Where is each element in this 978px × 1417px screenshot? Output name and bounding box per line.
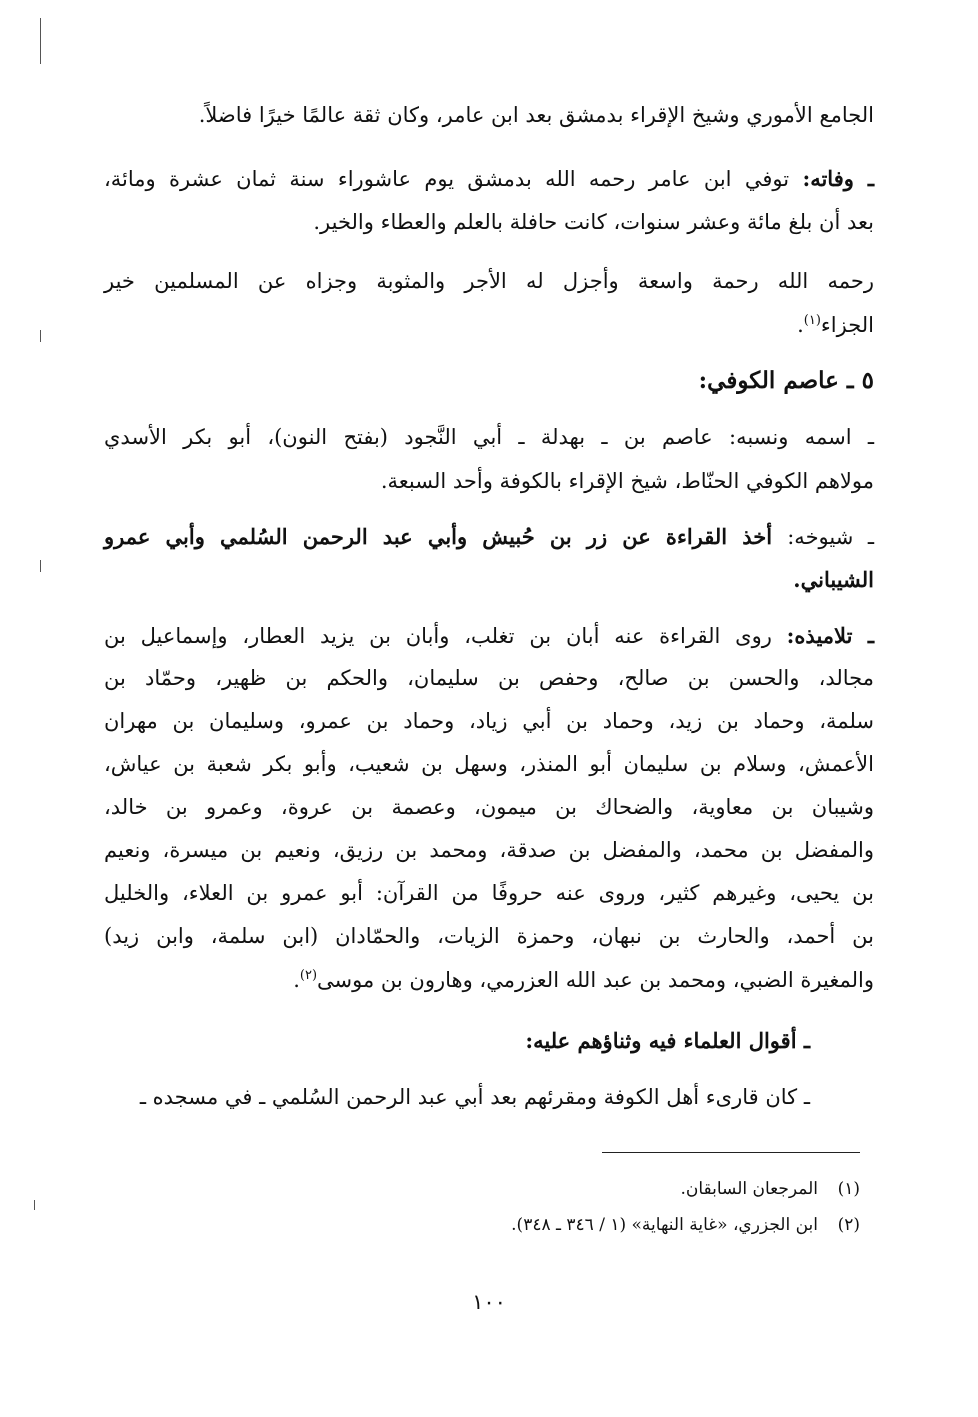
footnote-number: (٢): [837, 1215, 860, 1235]
footnote-text: ابن الجزري، «غاية النهاية» (١ / ٣٤٦ ـ ٣٤٨).: [511, 1215, 818, 1235]
section-lead-shuyukh: ـ شيوخه:: [787, 525, 874, 549]
sub-heading: ـ أقوال العلماء فيه وثناؤهم عليه:: [525, 1028, 810, 1053]
footnote: [511, 1212, 860, 1238]
body-line: بعد أن بلغ مائة وعشر سنوات، كانت حافلة بالعلم والعطاء والخير.: [313, 210, 874, 234]
body-line: [104, 310, 874, 340]
scan-margin-mark: [40, 330, 41, 342]
body-line: الشيباني.: [793, 567, 874, 592]
page-number: ١٠٠: [472, 1290, 506, 1314]
body-text: .: [293, 968, 300, 992]
body-text: والمغيرة الضبي، ومحمد بن عبد الله العزرمي، وهارون بن موسى: [317, 968, 874, 992]
body-line: مجالد، والحسن بن صالح، وحفص بن سليمان، والحكم بن ظهير، وحمّاد بن: [104, 666, 874, 690]
body-text: أخذ القراءة عن زر بن حُبيش وأبي عبد الرحمن السُلمي وأبي عمرو: [104, 524, 773, 549]
footnote: [680, 1176, 860, 1202]
body-text: توفي ابن عامر رحمه الله بدمشق يوم عاشوراء سنة ثمان عشرة ومائة،: [104, 167, 790, 191]
footnote-number: (١): [837, 1179, 860, 1199]
body-line: وشيبان بن معاوية، والضحاك بن ميمون، وعصمة بن عروة، وعمرو بن خالد،: [104, 795, 874, 819]
footnote-text: المرجعان السابقان.: [680, 1179, 818, 1199]
section-lead-wafat: ـ وفاته:: [802, 166, 874, 191]
body-line: الجامع الأموري وشيخ الإقراء بدمشق بعد ابن عامر، وكان ثقة عالمًا خيرًا فاضلاً.: [198, 103, 874, 127]
body-line: [104, 621, 874, 651]
body-line: [104, 164, 874, 194]
body-line: بن أحمد، والحارث بن نبهان، وحمزة الزيات، والحمّادان (ابن سلمة، وابن زيد): [104, 924, 874, 948]
section-lead-talamidh: ـ تلاميذه:: [786, 623, 874, 648]
body-line: والمفضل بن محمد، والمفضل بن صدقة، ومحمد بن رزيق، ونعيم بن ميسرة، ونعيم: [104, 838, 874, 862]
body-text: الجزاء: [820, 313, 874, 337]
body-text: .: [797, 313, 804, 337]
body-line: مولاهم الكوفي الحنّاط، شيخ الإقراء بالكوفة وأحد السبعة.: [380, 469, 874, 493]
footnote-separator: [602, 1152, 860, 1153]
body-line: سلمة، وحماد بن زيد، وحماد بن أبي زياد، وحماد بن عمرو، وسليمان بن مهران: [104, 709, 874, 733]
body-line: ـ اسمه ونسبه: عاصم بن ـ بهدلة ـ أبي النَّجود (بفتح النون)، أبو بكر الأسدي: [104, 425, 874, 449]
scan-margin-mark: [40, 18, 41, 64]
body-line: الأعمش، وسلام بن سليمان أبو المنذر، وسهل بن شعيب، وأبو بكر شعبة بن عياش،: [104, 752, 874, 776]
scan-margin-mark: [40, 560, 41, 572]
footnote-ref: (٢): [299, 968, 318, 983]
body-text: روى القراءة عنه أبان بن تغلب، وأبان بن يزيد العطار، وإسماعيل بن: [104, 624, 772, 648]
body-line: رحمه الله رحمة واسعة وأجزل له الأجر والمثوبة وجزاه عن المسلمين خير: [104, 269, 874, 293]
body-line: [104, 965, 874, 995]
body-line: [104, 522, 874, 552]
footnote-ref: (١): [803, 313, 821, 328]
body-line: بن يحيى، وغيرهم كثير، وروى عنه حروفًا من القرآن: أبو عمرو بن العلاء، والخليل: [104, 881, 874, 905]
body-line: ـ كان قارىء أهل الكوفة ومقرئهم بعد أبي عبد الرحمن السُلمي ـ في مسجده ـ: [139, 1085, 810, 1109]
section-heading: ٥ ـ عاصم الكوفي:: [698, 367, 874, 394]
scan-margin-mark: [34, 1200, 35, 1210]
